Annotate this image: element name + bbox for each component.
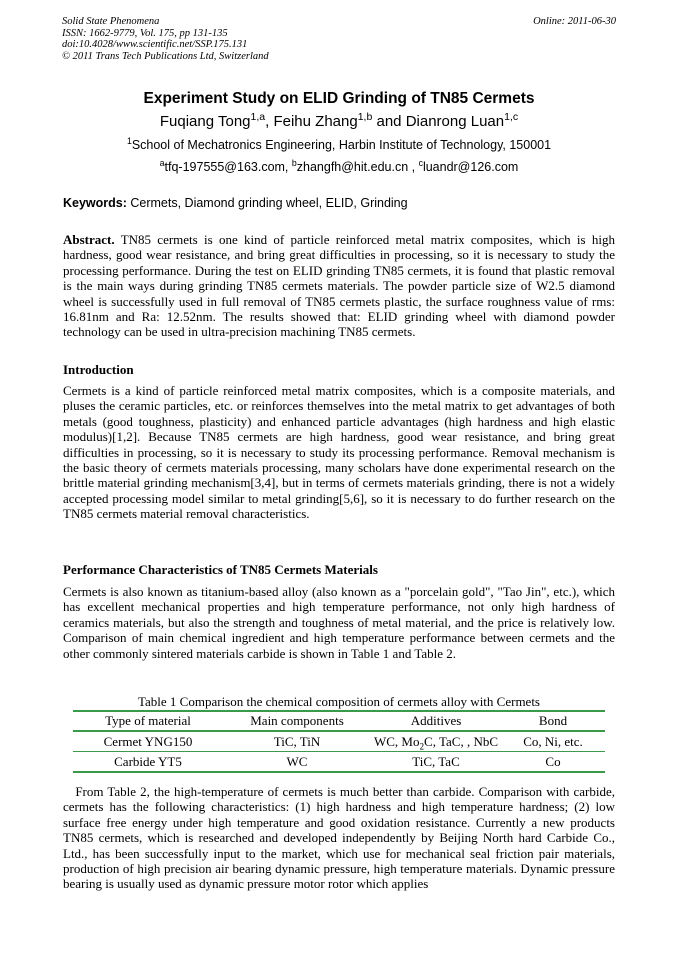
table-cell: Co, Ni, etc. xyxy=(501,731,605,752)
table-row xyxy=(73,731,605,752)
introduction-heading: Introduction xyxy=(63,362,134,377)
abstract-paragraph xyxy=(63,232,615,340)
email-link[interactable]: luandr@126.com xyxy=(422,160,519,174)
email-list xyxy=(0,157,678,174)
author-affiliation-mark: 1,c xyxy=(504,111,519,123)
email-mark: c xyxy=(418,157,423,168)
abstract-text: TN85 cermets is one kind of particle reinforced metal matrix composites, which is high hardness, good wear resistance, and bring great difficulties in processing, so it is necessary to study the processing performance. During the test on ELID grinding TN85 cermets, it is found that plastic removal is the main ways during grinding TN85 cermets materials. The powder particle size of W2.5 diamond wheel is successfully used in full removal of TN85 cermets plastic, the surface roughness value of rms: 16.81nm and Ra: 12.52nm. The results showed that: ELID grinding wheel with diamond powder technology can be used in ultra-precision machining TN85 cermets. xyxy=(63,232,615,340)
doi-line: doi:10.4028/www.scientific.net/SSP.175.131 xyxy=(62,39,248,50)
table-cell: Cermet YNG150 xyxy=(73,731,223,752)
copyright-line: © 2011 Trans Tech Publications Ltd, Switzerland xyxy=(62,50,269,62)
cell-subscript: 2 xyxy=(419,741,425,752)
composition-table xyxy=(73,710,605,773)
performance-heading: Performance Characteristics of TN85 Cermets Materials xyxy=(63,562,378,577)
email-link[interactable]: zhangfh@hit.edu.cn , xyxy=(296,160,419,174)
author-separator: , xyxy=(265,113,274,130)
keywords-label: Keywords: xyxy=(63,196,127,210)
table-caption: Table 1 Comparison the chemical composition of cermets alloy with Cermets xyxy=(138,694,540,709)
column-header: Bond xyxy=(501,711,605,731)
table-cell: Co xyxy=(501,752,605,773)
affiliation-mark: 1 xyxy=(126,135,132,146)
performance-paragraph: Cermets is also known as titanium-based alloy (also known as a "porcelain gold", "Tao Jin", etc.), which has excellent mechanical properties and high temperature performance, not only high hardness of ceramics materials, but also the strength and toughness of metal material, and the price is relatively low. Comparison of main chemical ingredient and high temperature performance between cermets and the other commonly sintered materials carbide is shown in Table 1 and Table 2. xyxy=(63,584,615,661)
author-name: Dianrong Luan xyxy=(405,113,505,130)
online-date: Online: 2011-06-30 xyxy=(533,16,616,27)
author-name: Feihu Zhang xyxy=(273,113,358,130)
author-name: Fuqiang Tong xyxy=(159,113,251,130)
keywords-line xyxy=(63,196,408,210)
journal-header xyxy=(62,16,269,62)
introduction-paragraph: Cermets is a kind of particle reinforced metal matrix composites, which is a composite materials, and pluses the ceramic particles, etc. or reinforces themselves into the metal matrix to get advantages of both metals (good toughness, plasticity) and enhanced particle advantages (high hardness and high elastic modulus)[1,2]. Because TN85 cermets are high hardness, good wear resistance, and bring great difficulties in processing, so it is necessary to study its processing performance. Removal mechanism is the basic theory of cermets materials processing, many scholars have done experimental research on the brittle material grinding mechanism[3,4], but in terms of cermets materials grinding, there is not a widely accepted processing model similar to metal grinding[5,6], so it is necessary to do further research on the TN85 cermets material removal characteristics. xyxy=(63,383,615,522)
table-cell: WC xyxy=(223,752,371,773)
email-mark: a xyxy=(159,157,165,168)
author-affiliation-mark: 1,a xyxy=(250,111,266,123)
email-mark: b xyxy=(291,157,297,168)
cell-text: C, TaC, , NbC xyxy=(424,733,499,749)
table-cell: TiC, TiN xyxy=(223,731,371,752)
column-header: Main components xyxy=(223,711,371,731)
issn-line: ISSN: 1662-9779, Vol. 175, pp 131-135 xyxy=(62,27,228,39)
author-separator: and xyxy=(372,113,406,130)
column-header: Additives xyxy=(371,711,501,731)
cell-text: WC, Mo xyxy=(373,733,420,749)
table-header-row xyxy=(73,711,605,731)
affiliation-text: School of Mechatronics Engineering, Harbin Institute of Technology, 150001 xyxy=(131,138,552,152)
table-cell: TiC, TaC xyxy=(371,752,501,773)
table-row xyxy=(73,752,605,773)
column-header: Type of material xyxy=(73,711,223,731)
closing-paragraph: From Table 2, the high-temperature of cermets is much better than carbide. Comparison with carbide, cermets has the following characteristics: (1) high hardness and high temperature hardness; (2) low surface free energy under high temperature and good oxidation resistance. Currently a new products TN85 cermets, which is researched and developed independently by Beijing North hard Carbide Co., Ltd., has been successfully input to the market, which use for mechanical seal friction pair materials, production of high precision air bearing dynamic pressure, high temperature materials. Dynamic pressure bearing is usually used as dynamic pressure motor rotor which applies xyxy=(63,784,619,892)
affiliation xyxy=(0,135,678,152)
paper-title: Experiment Study on ELID Grinding of TN85 Cermets xyxy=(143,90,535,107)
author-list xyxy=(0,113,678,130)
keywords-text: Cermets, Diamond grinding wheel, ELID, Grinding xyxy=(126,196,408,210)
abstract-label: Abstract. xyxy=(63,232,115,247)
email-link[interactable]: tfq-197555@163.com, xyxy=(164,160,292,174)
table-cell: Carbide YT5 xyxy=(73,752,223,773)
journal-name: Solid State Phenomena xyxy=(62,16,160,27)
author-affiliation-mark: 1,b xyxy=(357,111,373,123)
table-cell xyxy=(371,731,501,752)
